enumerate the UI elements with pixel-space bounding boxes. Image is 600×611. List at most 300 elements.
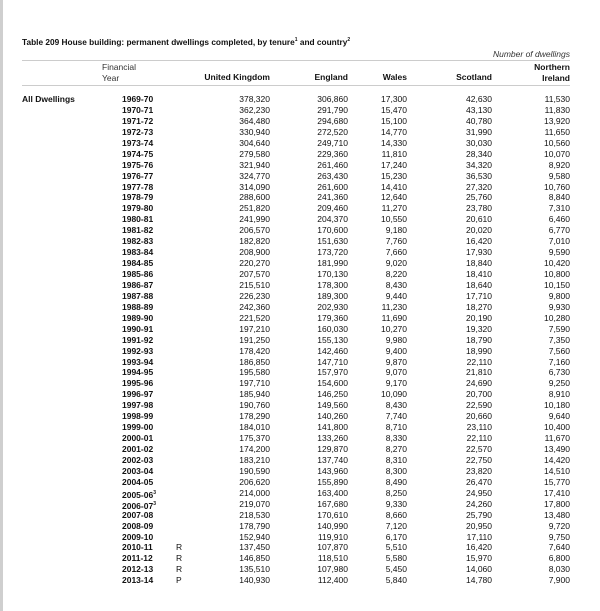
- table-row: [0, 258, 600, 269]
- scotland-value: 14,780: [466, 575, 492, 586]
- wales-value: 10,090: [381, 389, 407, 400]
- ni-value: 7,640: [548, 542, 570, 553]
- ni-value: 7,900: [548, 575, 570, 586]
- wales-value: 14,330: [381, 137, 407, 148]
- ni-value: 10,560: [544, 137, 570, 148]
- scotland-value: 24,950: [466, 487, 492, 498]
- ni-value: 8,030: [548, 564, 570, 575]
- scotland-value: 18,790: [466, 334, 492, 345]
- year: [122, 138, 153, 149]
- england-value: 261,460: [317, 159, 348, 170]
- uk-value: 215,510: [239, 279, 270, 290]
- table-row: [0, 542, 600, 553]
- uk-value: 279,580: [239, 148, 270, 159]
- uk-value: 304,640: [239, 137, 270, 148]
- ni-value: 11,650: [544, 126, 570, 137]
- table-row: [0, 225, 600, 236]
- england-value: 294,680: [317, 115, 348, 126]
- year: [122, 444, 153, 455]
- table-row: [0, 171, 600, 182]
- year-text: 1989-90: [122, 312, 154, 323]
- year: [122, 149, 153, 160]
- uk-value: 324,770: [239, 170, 270, 181]
- england-value: 118,510: [317, 553, 348, 564]
- scotland-value: 24,690: [466, 378, 492, 389]
- table-row: [0, 532, 600, 543]
- year-text: 1978-79: [122, 192, 154, 203]
- england-value: 170,130: [317, 269, 348, 279]
- year: [122, 400, 153, 411]
- wales-value: 8,310: [385, 454, 407, 465]
- year: [122, 510, 153, 521]
- year: [122, 532, 153, 543]
- scotland-value: 36,530: [466, 170, 492, 181]
- uk-value: 191,250: [239, 334, 270, 345]
- year-text: 1975-76: [122, 159, 154, 170]
- wales-value: 8,490: [385, 476, 407, 487]
- divider: [22, 85, 570, 86]
- wales-value: 15,470: [381, 104, 407, 115]
- uk-value: 206,570: [239, 225, 270, 236]
- table-row: [0, 105, 600, 116]
- england-value: 149,560: [317, 400, 348, 411]
- table-row: [0, 116, 600, 127]
- wales-value: 12,640: [381, 192, 407, 203]
- year-text: 1996-97: [122, 389, 154, 400]
- table-row: [0, 313, 600, 324]
- england-value: 272,520: [317, 126, 348, 137]
- footnote-marker: 3: [153, 489, 156, 496]
- england-value: 170,600: [317, 225, 348, 236]
- uk-value: 378,320: [239, 94, 270, 104]
- year: [122, 389, 153, 400]
- uk-value: 190,760: [239, 400, 270, 411]
- scotland-value: 18,410: [466, 269, 492, 279]
- wales-value: 9,070: [385, 367, 407, 378]
- year: [122, 411, 153, 422]
- uk-value: 197,210: [239, 323, 270, 334]
- wales-value: 8,660: [385, 509, 407, 520]
- uk-value: 251,820: [239, 203, 270, 214]
- scotland-value: 26,470: [466, 476, 492, 487]
- table-row: [0, 411, 600, 422]
- uk-value: 208,900: [239, 247, 270, 258]
- year-text: 1973-74: [122, 137, 154, 148]
- ni-value: 6,460: [548, 214, 570, 225]
- ni-value: 9,640: [548, 411, 570, 422]
- ni-value: 7,010: [548, 236, 570, 247]
- wales-value: 9,020: [385, 258, 407, 269]
- year: [122, 171, 153, 182]
- year-text: 2008-09: [122, 520, 154, 531]
- table-row: [0, 477, 600, 488]
- england-value: 209,460: [317, 203, 348, 214]
- wales-value: 6,170: [385, 531, 407, 542]
- table-row: [0, 214, 600, 225]
- year: [122, 192, 153, 203]
- year: [122, 225, 153, 236]
- year: [122, 247, 153, 258]
- table-row: [0, 389, 600, 400]
- ni-value: 13,920: [544, 115, 570, 126]
- table-row: [0, 291, 600, 302]
- ni-value: 7,350: [548, 334, 570, 345]
- uk-value: 178,290: [239, 411, 270, 422]
- ni-value: 9,580: [548, 170, 570, 181]
- wales-value: 7,760: [385, 236, 407, 247]
- wales-value: 14,410: [381, 181, 407, 192]
- scotland-value: 18,270: [466, 301, 492, 312]
- header-year-line1: Financial: [102, 62, 137, 72]
- england-value: 157,970: [317, 367, 348, 378]
- wales-value: 7,660: [385, 247, 407, 258]
- wales-value: 11,690: [381, 312, 407, 323]
- ni-value: 6,800: [548, 553, 570, 564]
- title-text: Table 209 House building: permanent dwellings completed, by tenure: [22, 37, 295, 47]
- table-row: [0, 367, 600, 378]
- year-text: 1977-78: [122, 181, 154, 192]
- table-row: [0, 488, 600, 499]
- scotland-value: 27,320: [466, 181, 492, 192]
- wales-value: 17,300: [381, 94, 407, 104]
- wales-value: 8,710: [385, 422, 407, 433]
- scotland-value: 14,060: [466, 564, 492, 575]
- table-row: [0, 400, 600, 411]
- wales-value: 14,770: [381, 126, 407, 137]
- scotland-value: 43,130: [466, 104, 492, 115]
- wales-value: 15,230: [381, 170, 407, 181]
- wales-value: 10,550: [381, 214, 407, 225]
- year: [122, 455, 153, 466]
- year-text: 2013-14: [122, 575, 154, 586]
- scotland-value: 19,320: [466, 323, 492, 334]
- table-row: [0, 378, 600, 389]
- england-value: 112,400: [317, 575, 348, 586]
- year-text: 2012-13: [122, 564, 154, 575]
- wales-value: 7,740: [385, 411, 407, 422]
- table-row: [0, 346, 600, 357]
- header-uk: United Kingdom: [204, 72, 270, 82]
- year: [122, 291, 153, 302]
- scotland-value: 22,570: [466, 444, 492, 454]
- uk-value: 330,940: [239, 126, 270, 137]
- ni-value: 10,400: [544, 422, 570, 433]
- wales-value: 5,580: [385, 553, 407, 564]
- scotland-value: 18,990: [466, 345, 492, 356]
- england-value: 133,260: [317, 433, 348, 444]
- ni-value: 7,560: [548, 345, 570, 356]
- scotland-value: 24,260: [466, 498, 492, 509]
- year-text: 1988-89: [122, 301, 154, 312]
- revision-flag: R: [176, 542, 183, 553]
- header-scotland: Scotland: [456, 72, 492, 82]
- table-row: [0, 160, 600, 171]
- table-row: [0, 192, 600, 203]
- year-text: 2004-05: [122, 476, 154, 487]
- year-text: 1969-70: [122, 94, 154, 104]
- uk-value: 214,000: [239, 487, 270, 498]
- wales-value: 8,330: [385, 433, 407, 444]
- uk-value: 182,820: [239, 236, 270, 247]
- year: [122, 521, 153, 532]
- england-value: 181,990: [317, 258, 348, 269]
- year-text: 2000-01: [122, 433, 154, 444]
- england-value: 155,890: [317, 476, 348, 487]
- year-text: 2005-06: [122, 489, 154, 500]
- scotland-value: 18,640: [466, 279, 492, 290]
- section-label: All Dwellings: [22, 94, 75, 104]
- scotland-value: 22,750: [466, 454, 492, 465]
- year: [122, 236, 153, 247]
- wales-value: 8,250: [385, 487, 407, 498]
- england-value: 163,400: [317, 487, 348, 498]
- england-value: 202,930: [317, 301, 348, 312]
- scotland-value: 34,320: [466, 159, 492, 170]
- uk-value: 186,850: [239, 356, 270, 367]
- england-value: 137,740: [317, 454, 348, 465]
- scotland-value: 23,820: [466, 465, 492, 476]
- wales-value: 9,170: [385, 378, 407, 389]
- ni-value: 9,750: [548, 531, 570, 542]
- year: [122, 378, 153, 389]
- ni-value: 9,720: [548, 520, 570, 531]
- table-row: [0, 302, 600, 313]
- wales-value: 9,980: [385, 334, 407, 345]
- ni-value: 10,800: [544, 269, 570, 279]
- year-text: 1999-00: [122, 422, 154, 433]
- scotland-value: 16,420: [466, 236, 492, 247]
- table-row: [0, 247, 600, 258]
- wales-value: 5,510: [385, 542, 407, 553]
- header-year-line2: Year: [102, 72, 120, 83]
- wales-value: 9,400: [385, 345, 407, 356]
- ni-value: 14,420: [544, 454, 570, 465]
- ni-value: 7,590: [548, 323, 570, 334]
- england-value: 261,600: [317, 181, 348, 192]
- year: [122, 564, 153, 575]
- england-value: 241,360: [317, 192, 348, 203]
- england-value: 229,360: [317, 148, 348, 159]
- england-value: 263,430: [317, 170, 348, 181]
- scotland-value: 21,810: [466, 367, 492, 378]
- scotland-value: 20,020: [466, 225, 492, 236]
- uk-value: 314,090: [239, 181, 270, 192]
- year-text: 1971-72: [122, 115, 154, 126]
- year-text: 1972-73: [122, 126, 154, 137]
- uk-value: 174,200: [239, 444, 270, 454]
- england-value: 147,710: [317, 356, 348, 367]
- ni-value: 17,410: [544, 487, 570, 498]
- table-row: [0, 127, 600, 138]
- table-row: [0, 94, 600, 105]
- ni-value: 11,530: [544, 94, 570, 104]
- header-northern-ireland: [534, 62, 570, 83]
- table-row: [0, 510, 600, 521]
- uk-value: 175,370: [239, 433, 270, 444]
- wales-value: 11,810: [381, 148, 407, 159]
- ni-value: 8,920: [548, 159, 570, 170]
- ni-value: 9,930: [548, 301, 570, 312]
- table-row: [0, 324, 600, 335]
- england-value: 129,870: [317, 444, 348, 454]
- scotland-value: 40,780: [466, 115, 492, 126]
- wales-value: 11,230: [381, 301, 407, 312]
- scotland-value: 17,110: [466, 531, 492, 542]
- england-value: 155,130: [317, 334, 348, 345]
- uk-value: 241,990: [239, 214, 270, 225]
- table-row: [0, 422, 600, 433]
- scotland-value: 30,030: [466, 137, 492, 148]
- ni-value: 9,800: [548, 290, 570, 301]
- scotland-value: 23,780: [466, 203, 492, 214]
- england-value: 143,960: [317, 465, 348, 476]
- year: [122, 258, 153, 269]
- year: [122, 302, 153, 313]
- table-row: [0, 521, 600, 532]
- year-text: 1997-98: [122, 400, 154, 411]
- uk-value: 137,450: [239, 542, 270, 553]
- table-row: [0, 203, 600, 214]
- ni-value: 8,840: [548, 192, 570, 203]
- uk-value: 220,270: [239, 258, 270, 269]
- scotland-value: 42,630: [466, 94, 492, 104]
- scotland-value: 22,110: [466, 433, 492, 444]
- wales-value: 8,430: [385, 400, 407, 411]
- ni-value: 9,250: [548, 378, 570, 389]
- uk-value: 152,940: [239, 531, 270, 542]
- england-value: 173,720: [317, 247, 348, 258]
- wales-value: 8,220: [385, 269, 407, 279]
- wales-value: 8,270: [385, 444, 407, 454]
- year: [122, 433, 153, 444]
- uk-value: 221,520: [239, 312, 270, 323]
- year-text: 1991-92: [122, 334, 154, 345]
- scotland-value: 25,790: [466, 509, 492, 520]
- england-value: 146,250: [317, 389, 348, 400]
- ni-value: 7,310: [548, 203, 570, 214]
- uk-value: 190,590: [239, 465, 270, 476]
- table-row: [0, 455, 600, 466]
- header-ni-line2: Ireland: [542, 72, 570, 83]
- year-text: 1979-80: [122, 203, 154, 214]
- year: [122, 357, 153, 368]
- scotland-value: 31,990: [466, 126, 492, 137]
- year: [122, 105, 153, 116]
- year-text: 2006-07: [122, 500, 154, 511]
- year: [122, 422, 153, 433]
- year: [122, 542, 153, 553]
- scotland-value: 18,840: [466, 258, 492, 269]
- england-value: 140,260: [317, 411, 348, 422]
- table-row: [0, 149, 600, 160]
- england-value: 107,980: [317, 564, 348, 575]
- year-text: 1981-82: [122, 225, 154, 236]
- england-value: 189,300: [317, 290, 348, 301]
- wales-value: 17,240: [381, 159, 407, 170]
- year-text: 1983-84: [122, 247, 154, 258]
- scotland-value: 17,710: [466, 290, 492, 301]
- scotland-value: 22,110: [466, 356, 492, 367]
- england-value: 306,860: [317, 94, 348, 104]
- year: [122, 116, 153, 127]
- wales-value: 8,430: [385, 279, 407, 290]
- units-note: Number of dwellings: [492, 49, 570, 59]
- england-value: 179,360: [317, 312, 348, 323]
- year: [122, 477, 153, 488]
- title-text-2: and country: [297, 37, 348, 47]
- scotland-value: 22,590: [466, 400, 492, 411]
- revision-flag: R: [176, 564, 183, 575]
- table-row: [0, 269, 600, 280]
- england-value: 154,600: [317, 378, 348, 389]
- ni-value: 17,800: [544, 498, 570, 509]
- uk-value: 242,360: [239, 301, 270, 312]
- footnote-marker: 3: [153, 500, 156, 507]
- uk-value: 226,230: [239, 290, 270, 301]
- wales-value: 11,270: [381, 203, 407, 214]
- year: [122, 127, 153, 138]
- header-ni-line1: Northern: [534, 62, 570, 72]
- england-value: 160,030: [317, 323, 348, 334]
- year-text: 2003-04: [122, 465, 154, 476]
- scotland-value: 20,610: [466, 214, 492, 225]
- ni-value: 11,670: [544, 433, 570, 444]
- scotland-value: 20,950: [466, 520, 492, 531]
- year: [122, 346, 153, 357]
- year-text: 1970-71: [122, 104, 154, 115]
- scotland-value: 20,700: [466, 389, 492, 400]
- year-text: 1976-77: [122, 170, 154, 181]
- year-text: 2001-02: [122, 444, 154, 454]
- uk-value: 185,940: [239, 389, 270, 400]
- table-row: [0, 280, 600, 291]
- table-title: [22, 37, 350, 47]
- year: [122, 575, 153, 586]
- table-row: [0, 236, 600, 247]
- england-value: 291,790: [317, 104, 348, 115]
- year: [122, 182, 153, 193]
- uk-value: 178,420: [239, 345, 270, 356]
- year-text: 2011-12: [122, 553, 153, 564]
- year: [122, 214, 153, 225]
- table-row: [0, 499, 600, 510]
- uk-value: 183,210: [239, 454, 270, 465]
- year-text: 1974-75: [122, 148, 154, 159]
- uk-value: 184,010: [239, 422, 270, 433]
- year-text: 2010-11: [122, 542, 153, 553]
- table-row: [0, 335, 600, 346]
- year-text: 1990-91: [122, 323, 154, 334]
- england-value: 249,710: [317, 137, 348, 148]
- scotland-value: 28,340: [466, 148, 492, 159]
- ni-value: 14,510: [544, 465, 570, 476]
- year: [122, 324, 153, 335]
- uk-value: 195,580: [239, 367, 270, 378]
- year-text: 2007-08: [122, 509, 154, 520]
- england-value: 107,870: [317, 542, 348, 553]
- wales-value: 9,180: [385, 225, 407, 236]
- uk-value: 321,940: [239, 159, 270, 170]
- uk-value: 206,620: [239, 476, 270, 487]
- scotland-value: 20,660: [466, 411, 492, 422]
- year: [122, 313, 153, 324]
- divider: [22, 60, 570, 61]
- uk-value: 288,600: [239, 192, 270, 203]
- year-text: 1987-88: [122, 290, 154, 301]
- table-row: [0, 575, 600, 586]
- ni-value: 8,910: [548, 389, 570, 400]
- table-row: [0, 564, 600, 575]
